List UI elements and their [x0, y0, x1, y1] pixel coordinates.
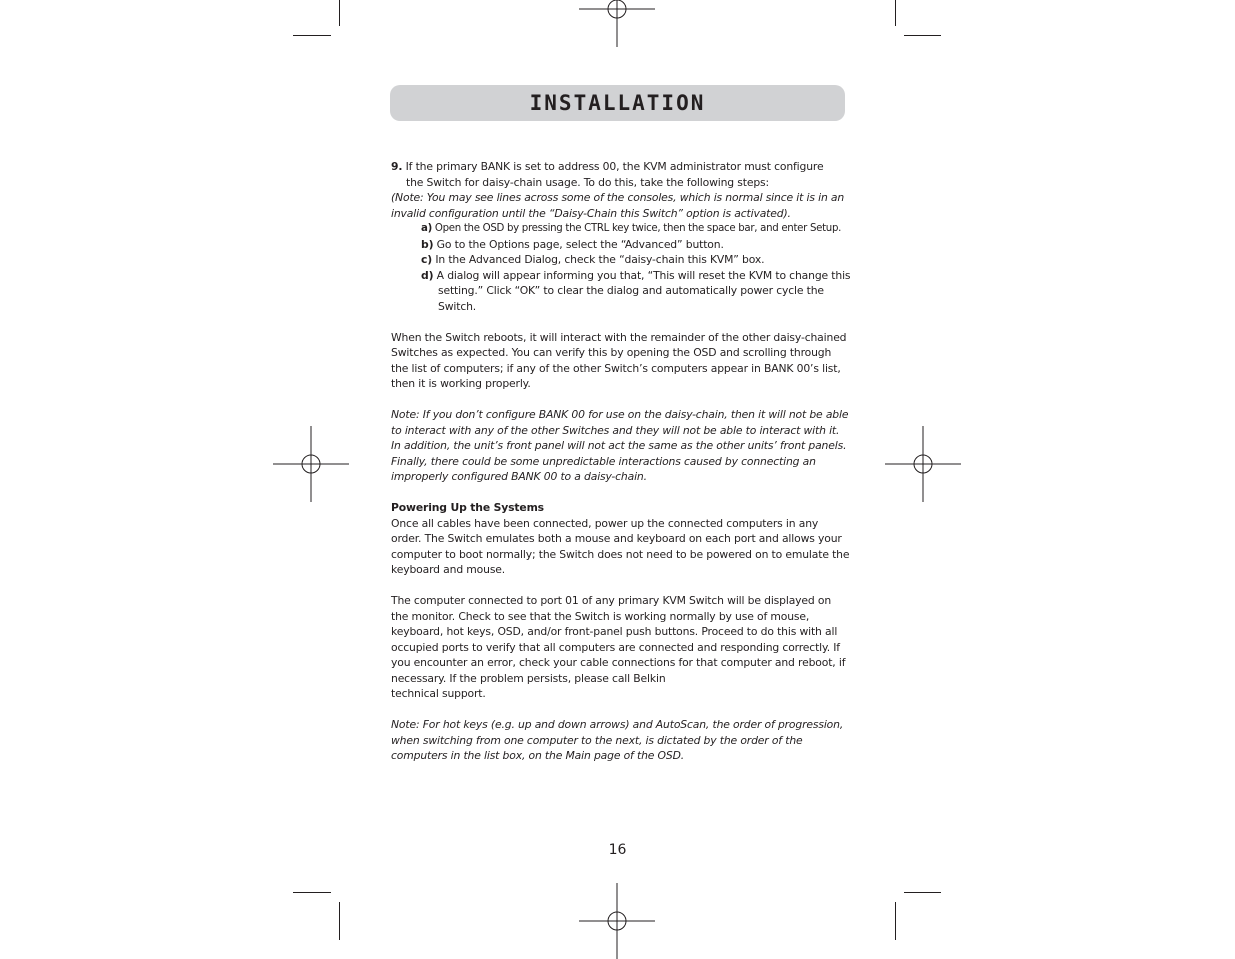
step-9-note: (Note: You may see lines across some of the consoles, which is normal since it is in an invalid configuration until the “Daisy-Chain this Switch” option is activated). — [391, 191, 845, 220]
step-text-line1: If the primary BANK is set to address 00, the KVM administrator must configure — [405, 160, 824, 173]
substep-letter: b) — [421, 237, 434, 251]
substep-letter: a) — [421, 223, 432, 234]
page-number: 16 — [608, 842, 627, 858]
powering-paragraph: Once all cables have been connected, power up the connected computers in any order. The Switch emulates both a mouse and keyboard on each port and allows your computer to boot normally; the Switch does not need to be powered on to emulate the keyboard and mouse. — [391, 516, 850, 576]
crop-mark — [339, 0, 340, 26]
bank-note: Note: If you don’t configure BANK 00 for use on the daisy-chain, then it will not be able to interact with any of the other Switches and they will not be able to interact with it. In addition, the unit’s front panel will not act the same as the other units’ front panels. Finally, there could be some unpredictable interactions caused by connecting an improperly configured BANK 00 to a daisy-chain. — [391, 408, 849, 483]
substep-a — [391, 221, 851, 237]
crop-mark — [895, 902, 896, 940]
hotkey-note: Note: For hot keys (e.g. up and down arrows) and AutoScan, the order of progression, when switching from one computer to the next, is dictated by the order of the computers in the list box, on the Main page of the OSD. — [391, 718, 844, 762]
substep-text: Go to the Options page, select the “Advanced” button. — [436, 237, 724, 251]
substep-d — [391, 268, 851, 315]
substep-letter: d) — [421, 268, 434, 282]
step-text-line2: the Switch for daisy-chain usage. To do this, take the following steps: — [406, 175, 769, 189]
substep-text: A dialog will appear informing you that, “This will reset the KVM to change this setting.” Click “OK” to clear the dialog and automatically power cycle the Switch. — [436, 268, 851, 313]
port-paragraph — [391, 593, 851, 702]
crop-mark — [293, 892, 331, 893]
substep-c — [391, 252, 851, 268]
port-paragraph-main: The computer connected to port 01 of any primary KVM Switch will be displayed on the monitor. Check to see that the Switch is working normally by use of mouse, keyboard, hot keys, OSD, and/or front-panel push buttons. Proceed to do this with all occupied ports to verify that all computers are connected and responding correctly. If you encounter an error, check your cable connections for that computer and reboot, if necessary. If the problem persists, please call Belkin — [391, 594, 846, 685]
registration-mark-icon — [273, 426, 349, 502]
page-content — [391, 159, 851, 764]
step-9 — [391, 159, 851, 190]
substep-b — [391, 237, 851, 253]
section-banner — [390, 85, 845, 121]
crop-mark — [904, 892, 941, 893]
registration-mark-icon — [885, 426, 961, 502]
reboot-paragraph: When the Switch reboots, it will interact with the remainder of the other daisy-chained Switches as expected. You can verify this by opening the OSD and scrolling through the list of computers; if any of the other Switch’s computers appear in BANK 00’s list, then it is working properly. — [391, 330, 847, 390]
port-paragraph-end: technical support. — [391, 687, 486, 700]
substep-letter: c) — [421, 253, 433, 266]
powering-heading: Powering Up the Systems — [391, 501, 544, 514]
section-title: INSTALLATION — [529, 91, 706, 115]
step-number: 9. — [391, 160, 403, 173]
substep-text: Open the OSD by pressing the CTRL key twice, then the space bar, and enter Setup. — [434, 223, 842, 234]
crop-mark — [339, 902, 340, 940]
crop-mark — [293, 35, 331, 36]
registration-mark-icon — [579, 0, 655, 47]
crop-mark — [895, 0, 896, 26]
crop-mark — [904, 35, 941, 36]
registration-mark-icon — [579, 883, 655, 959]
substep-text: In the Advanced Dialog, check the “daisy-chain this KVM” box. — [435, 253, 765, 266]
